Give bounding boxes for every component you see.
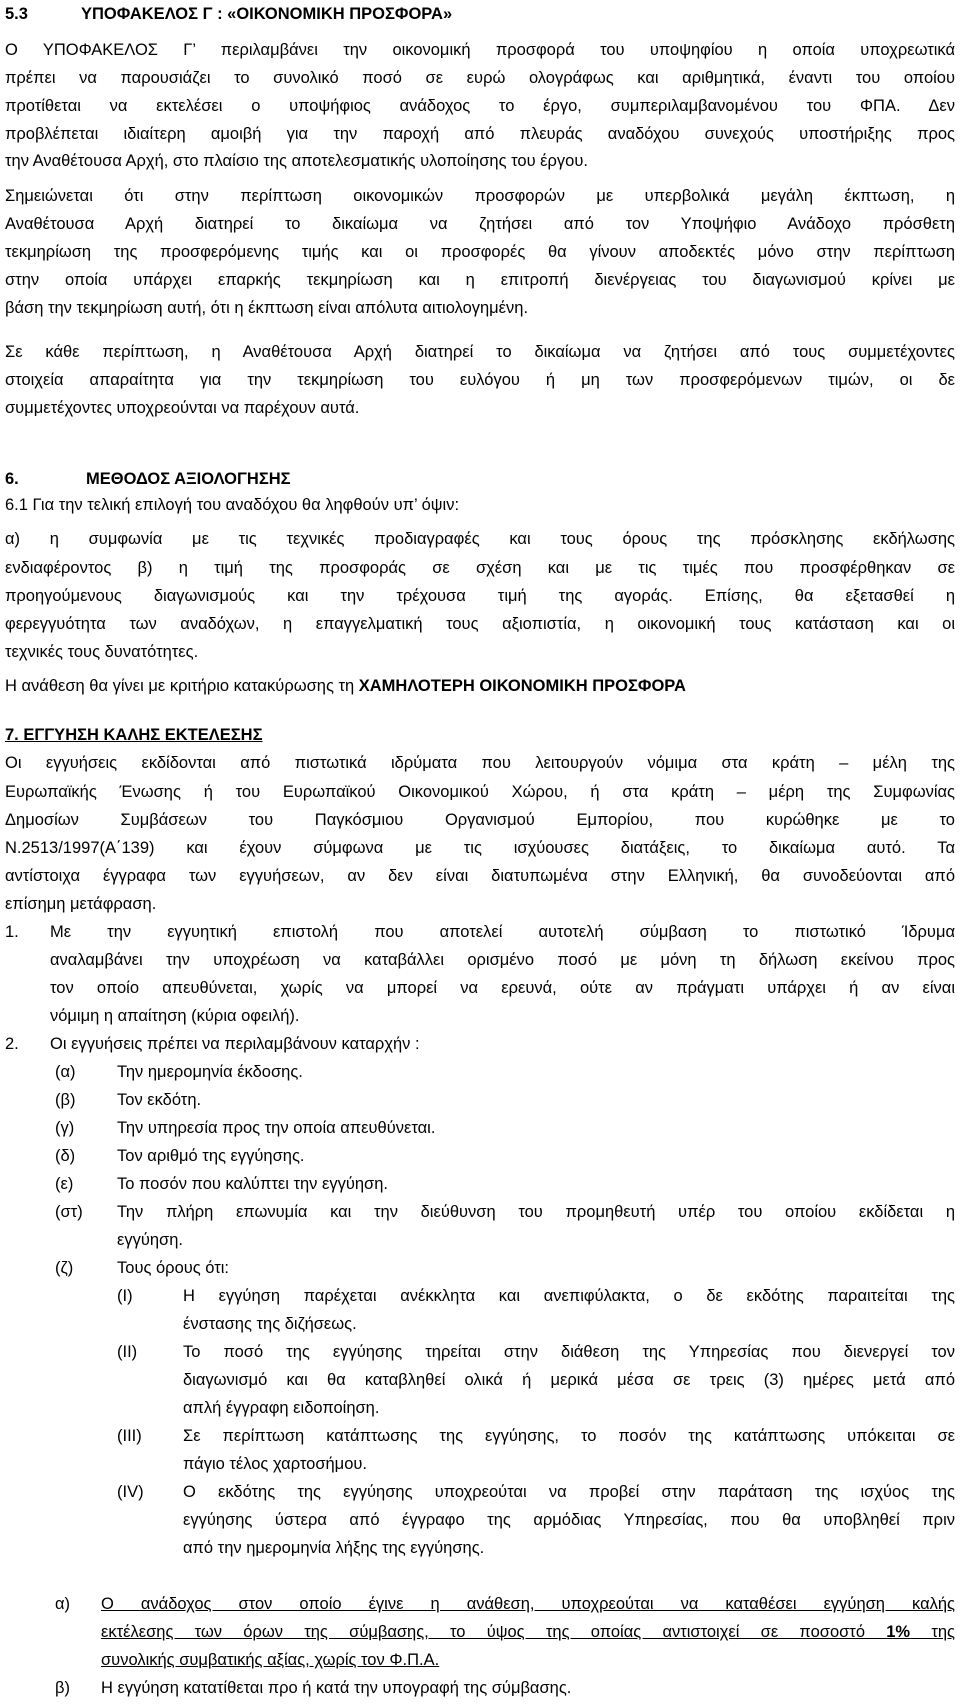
list-item-line: Οι εγγυήσεις πρέπει να περιλαμβάνουν καταρχήν :	[50, 1035, 420, 1053]
paragraph-line: προβλέπεται ιδιαίτερη αμοιβή για την παροχή από πλευράς αναδόχου συνεχούς υποστήριξης προς	[5, 125, 955, 143]
roman-text: Το ποσό της εγγύησης τηρείται στην διάθεση της Υπηρεσίας που διενεργεί τον	[183, 1343, 955, 1361]
clause-label: α)	[55, 1595, 71, 1613]
clause-line: συνολικής συμβατικής αξίας, χωρίς τον Φ.Π.Α.	[101, 1651, 440, 1669]
roman-text: πάγιο τέλος χαρτοσήμου.	[183, 1455, 367, 1473]
paragraph-line: στοιχεία απαραίτητα για την τεκμηρίωση του ευλόγου ή μη των προσφερόμενων τιμών, οι δε	[5, 371, 955, 389]
roman-label: (IV)	[117, 1483, 144, 1501]
paragraph-line: αντίστοιχα έγγραφα των εγγυήσεων, αν δεν είναι διατυπωμένα στην Ελληνική, θα συνοδεύονται από	[5, 867, 955, 885]
paragraph-line: Ν.2513/1997(Α΄139) και έχουν σύμφωνα με τις ισχύουσες διατάξεις, το δικαίωμα αυτό. Τα	[5, 839, 955, 857]
section-5-3-title: ΥΠΟΦΑΚΕΛΟΣ Γ : «ΟΙΚΟΝΟΜΙΚΗ ΠΡΟΣΦΟΡΑ»	[81, 5, 453, 23]
paragraph-line: στην οποία υπάρχει επαρκής τεκμηρίωση και η επιτροπή διενέργειας του διαγωνισμού κρίνει με	[5, 271, 955, 289]
clause-text: εκτέλεσης των όρων της σύμβασης, το ύψος της οποίας αντιστοιχεί σε ποσοστό	[101, 1623, 887, 1641]
roman-label: (III)	[117, 1427, 142, 1445]
paragraph-line: τεχνικές τους δυνατότητες.	[5, 643, 199, 661]
paragraph-line: πρέπει να παρουσιάζει το συνολικό ποσό σε ευρώ ολογράφως και αριθμητικά, έναντι του οποίου	[5, 69, 955, 87]
sub-item-text: Την υπηρεσία προς την οποία απευθύνεται.	[117, 1119, 436, 1137]
roman-text: διαγωνισμό και θα καταβληθεί ολικά ή μερικά μέσα σε τρεις (3) ημέρες μετά από	[183, 1371, 955, 1389]
section-6-intro: 6.1 Για την τελική επιλογή του αναδόχου θα ληφθούν υπ’ όψιν:	[5, 496, 460, 514]
section-5-3-number: 5.3	[5, 5, 28, 23]
section-7-title: 7. ΕΓΓΥΗΣΗ ΚΑΛΗΣ ΕΚΤΕΛΕΣΗΣ	[5, 726, 263, 744]
list-item-line: αναλαμβάνει την υποχρέωση να καταβάλλει ορισμένο ποσό με μόνη τη δήλωση εκείνου προς	[50, 951, 955, 969]
sub-item-label: (ε)	[55, 1175, 74, 1193]
paragraph-line: επίσημη μετάφραση.	[5, 895, 157, 913]
paragraph-line: ενδιαφέροντος β) η τιμή της προσφοράς σε σχέση και με τις τιμές που προσφέρθηκαν σε	[5, 559, 955, 577]
list-item-line: Με την εγγυητική επιστολή που αποτελεί αυτοτελή σύμβαση το πιστωτικό Ίδρυμα	[50, 923, 955, 941]
sub-item-label: (ζ)	[55, 1259, 74, 1277]
sub-item-label: (γ)	[55, 1119, 75, 1137]
paragraph-line: Δημοσίων Συμβάσεων του Παγκόσμιου Οργανισμού Εμπορίου, που κυρώθηκε με το	[5, 811, 955, 829]
award-criterion-prefix: Η ανάθεση θα γίνει με κριτήριο κατακύρωσης τη	[5, 677, 359, 695]
paragraph-line: τεκμηρίωση της προσφερόμενης τιμής και οι προσφορές θα γίνουν αποδεκτές μόνο στην περίπτωση	[5, 243, 955, 261]
roman-text: απλή έγγραφη ειδοποίηση.	[183, 1399, 380, 1417]
paragraph-line: Σε κάθε περίπτωση, η Αναθέτουσα Αρχή διατηρεί το δικαίωμα να ζητήσει από τους συμμετέχοντες	[5, 343, 955, 361]
paragraph-line: φερεγγυότητα των αναδόχων, η επαγγελματική τους αξιοπιστία, η οικονομική τους κατάσταση και οι	[5, 615, 955, 633]
paragraph-line: βάση την τεκμηρίωση αυτή, ότι η έκπτωση είναι απόλυτα αιτιολογημένη.	[5, 299, 529, 317]
roman-text: από την ημερομηνία λήξης της εγγύησης.	[183, 1539, 485, 1557]
sub-item-text: Τους όρους ότι:	[117, 1259, 230, 1277]
sub-item-label: (α)	[55, 1063, 76, 1081]
list-number: 2.	[5, 1035, 19, 1053]
sub-item-text: εγγύηση.	[117, 1231, 183, 1249]
roman-text: ένστασης της διζήσεως.	[183, 1315, 357, 1333]
sub-item-text: Τον αριθμό της εγγύησης.	[117, 1147, 305, 1165]
roman-label: (II)	[117, 1343, 138, 1361]
sub-item-text: Το ποσόν που καλύπτει την εγγύηση.	[117, 1175, 388, 1193]
paragraph-line: Ευρωπαϊκής Ένωσης ή του Ευρωπαϊκού Οικονομικού Χώρου, ή στα κράτη – μέρη της Συμφωνίας	[5, 783, 955, 801]
paragraph-line: Ο ΥΠΟΦΑΚΕΛΟΣ Γ’ περιλαμβάνει την οικονομική προσφορά του υποψηφίου η οποία υποχρεωτικά	[5, 41, 955, 59]
list-item-line: νόμιμη η απαίτηση (κύρια οφειλή).	[50, 1007, 300, 1025]
sub-item-label: (στ)	[55, 1203, 83, 1221]
clause-label: β)	[55, 1679, 70, 1697]
roman-text: Ο εκδότης της εγγύησης υποχρεούται να προβεί στην παράταση της ισχύος της	[183, 1483, 955, 1501]
paragraph-line: συμμετέχοντες υποχρεούνται να παρέχουν αυτά.	[5, 399, 360, 417]
list-item-line: τον οποίο απευθύνεται, χωρίς να μπορεί να ερευνά, ούτε αν πράγματι υπάρχει ή αν είναι	[50, 979, 955, 997]
section-6-number: 6.	[5, 470, 19, 488]
percentage-value: 1%	[886, 1623, 911, 1641]
paragraph-line: Αναθέτουσα Αρχή διατηρεί το δικαίωμα να ζητήσει από τον Υποψήφιο Ανάδοχο πρόσθετη	[5, 215, 955, 233]
sub-item-text: Την ημερομηνία έκδοσης.	[117, 1063, 303, 1081]
award-criterion-bold: ΧΑΜΗΛΟΤΕΡΗ ΟΙΚΟΝΟΜΙΚΗ ΠΡΟΣΦΟΡΑ	[358, 677, 686, 695]
roman-text: Σε περίπτωση κατάπτωσης της εγγύησης, το ποσόν της κατάπτωσης υπόκειται σε	[183, 1427, 955, 1445]
paragraph-line: Σημειώνεται ότι στην περίπτωση οικονομικών προσφορών με υπερβολικά μεγάλη έκπτωση, η	[5, 187, 955, 205]
clause-text: της	[910, 1623, 955, 1641]
sub-item-text: Την πλήρη επωνυμία και την διεύθυνση του προμηθευτή υπέρ του οποίου εκδίδεται η	[117, 1203, 955, 1221]
award-criterion	[5, 673, 686, 699]
clause-line	[101, 1619, 955, 1645]
list-number: 1.	[5, 923, 19, 941]
sub-item-label: (δ)	[55, 1147, 76, 1165]
paragraph-line: α) η συμφωνία με τις τεχνικές προδιαγραφές και τους όρους της πρόσκλησης εκδήλωσης	[5, 530, 955, 548]
roman-text: εγγύησης ύστερα από έγγραφο της αρμόδιας Υπηρεσίας, που θα υποβληθεί πριν	[183, 1511, 955, 1529]
paragraph-line: Οι εγγυήσεις εκδίδονται από πιστωτικά ιδρύματα που λειτουργούν νόμιμα στα κράτη – μέλη της	[5, 754, 955, 772]
paragraph-line: προτίθεται να εκτελέσει ο υποψήφιος ανάδοχος το έργο, συμπεριλαμβανομένου του ΦΠΑ. Δεν	[5, 97, 955, 115]
clause-line: Ο ανάδοχος στον οποίο έγινε η ανάθεση, υποχρεούται να καταθέσει εγγύηση καλής	[101, 1595, 955, 1613]
section-6-title: ΜΕΘΟΔΟΣ ΑΞΙΟΛΟΓΗΣΗΣ	[86, 470, 291, 488]
sub-item-text: Τον εκδότη.	[117, 1091, 202, 1109]
roman-text: Η εγγύηση παρέχεται ανέκκλητα και ανεπιφύλακτα, ο δε εκδότης παραιτείται της	[183, 1287, 955, 1305]
paragraph-line: προηγούμενους διαγωνισμούς και την τρέχουσα τιμή της αγοράς. Επίσης, θα εξετασθεί η	[5, 587, 955, 605]
paragraph-line: την Αναθέτουσα Αρχή, στο πλαίσιο της αποτελεσματικής υλοποίησης του έργου.	[5, 152, 588, 170]
sub-item-label: (β)	[55, 1091, 76, 1109]
clause-line: Η εγγύηση κατατίθεται προ ή κατά την υπογραφή της σύμβασης.	[101, 1679, 572, 1697]
roman-label: (I)	[117, 1287, 133, 1305]
